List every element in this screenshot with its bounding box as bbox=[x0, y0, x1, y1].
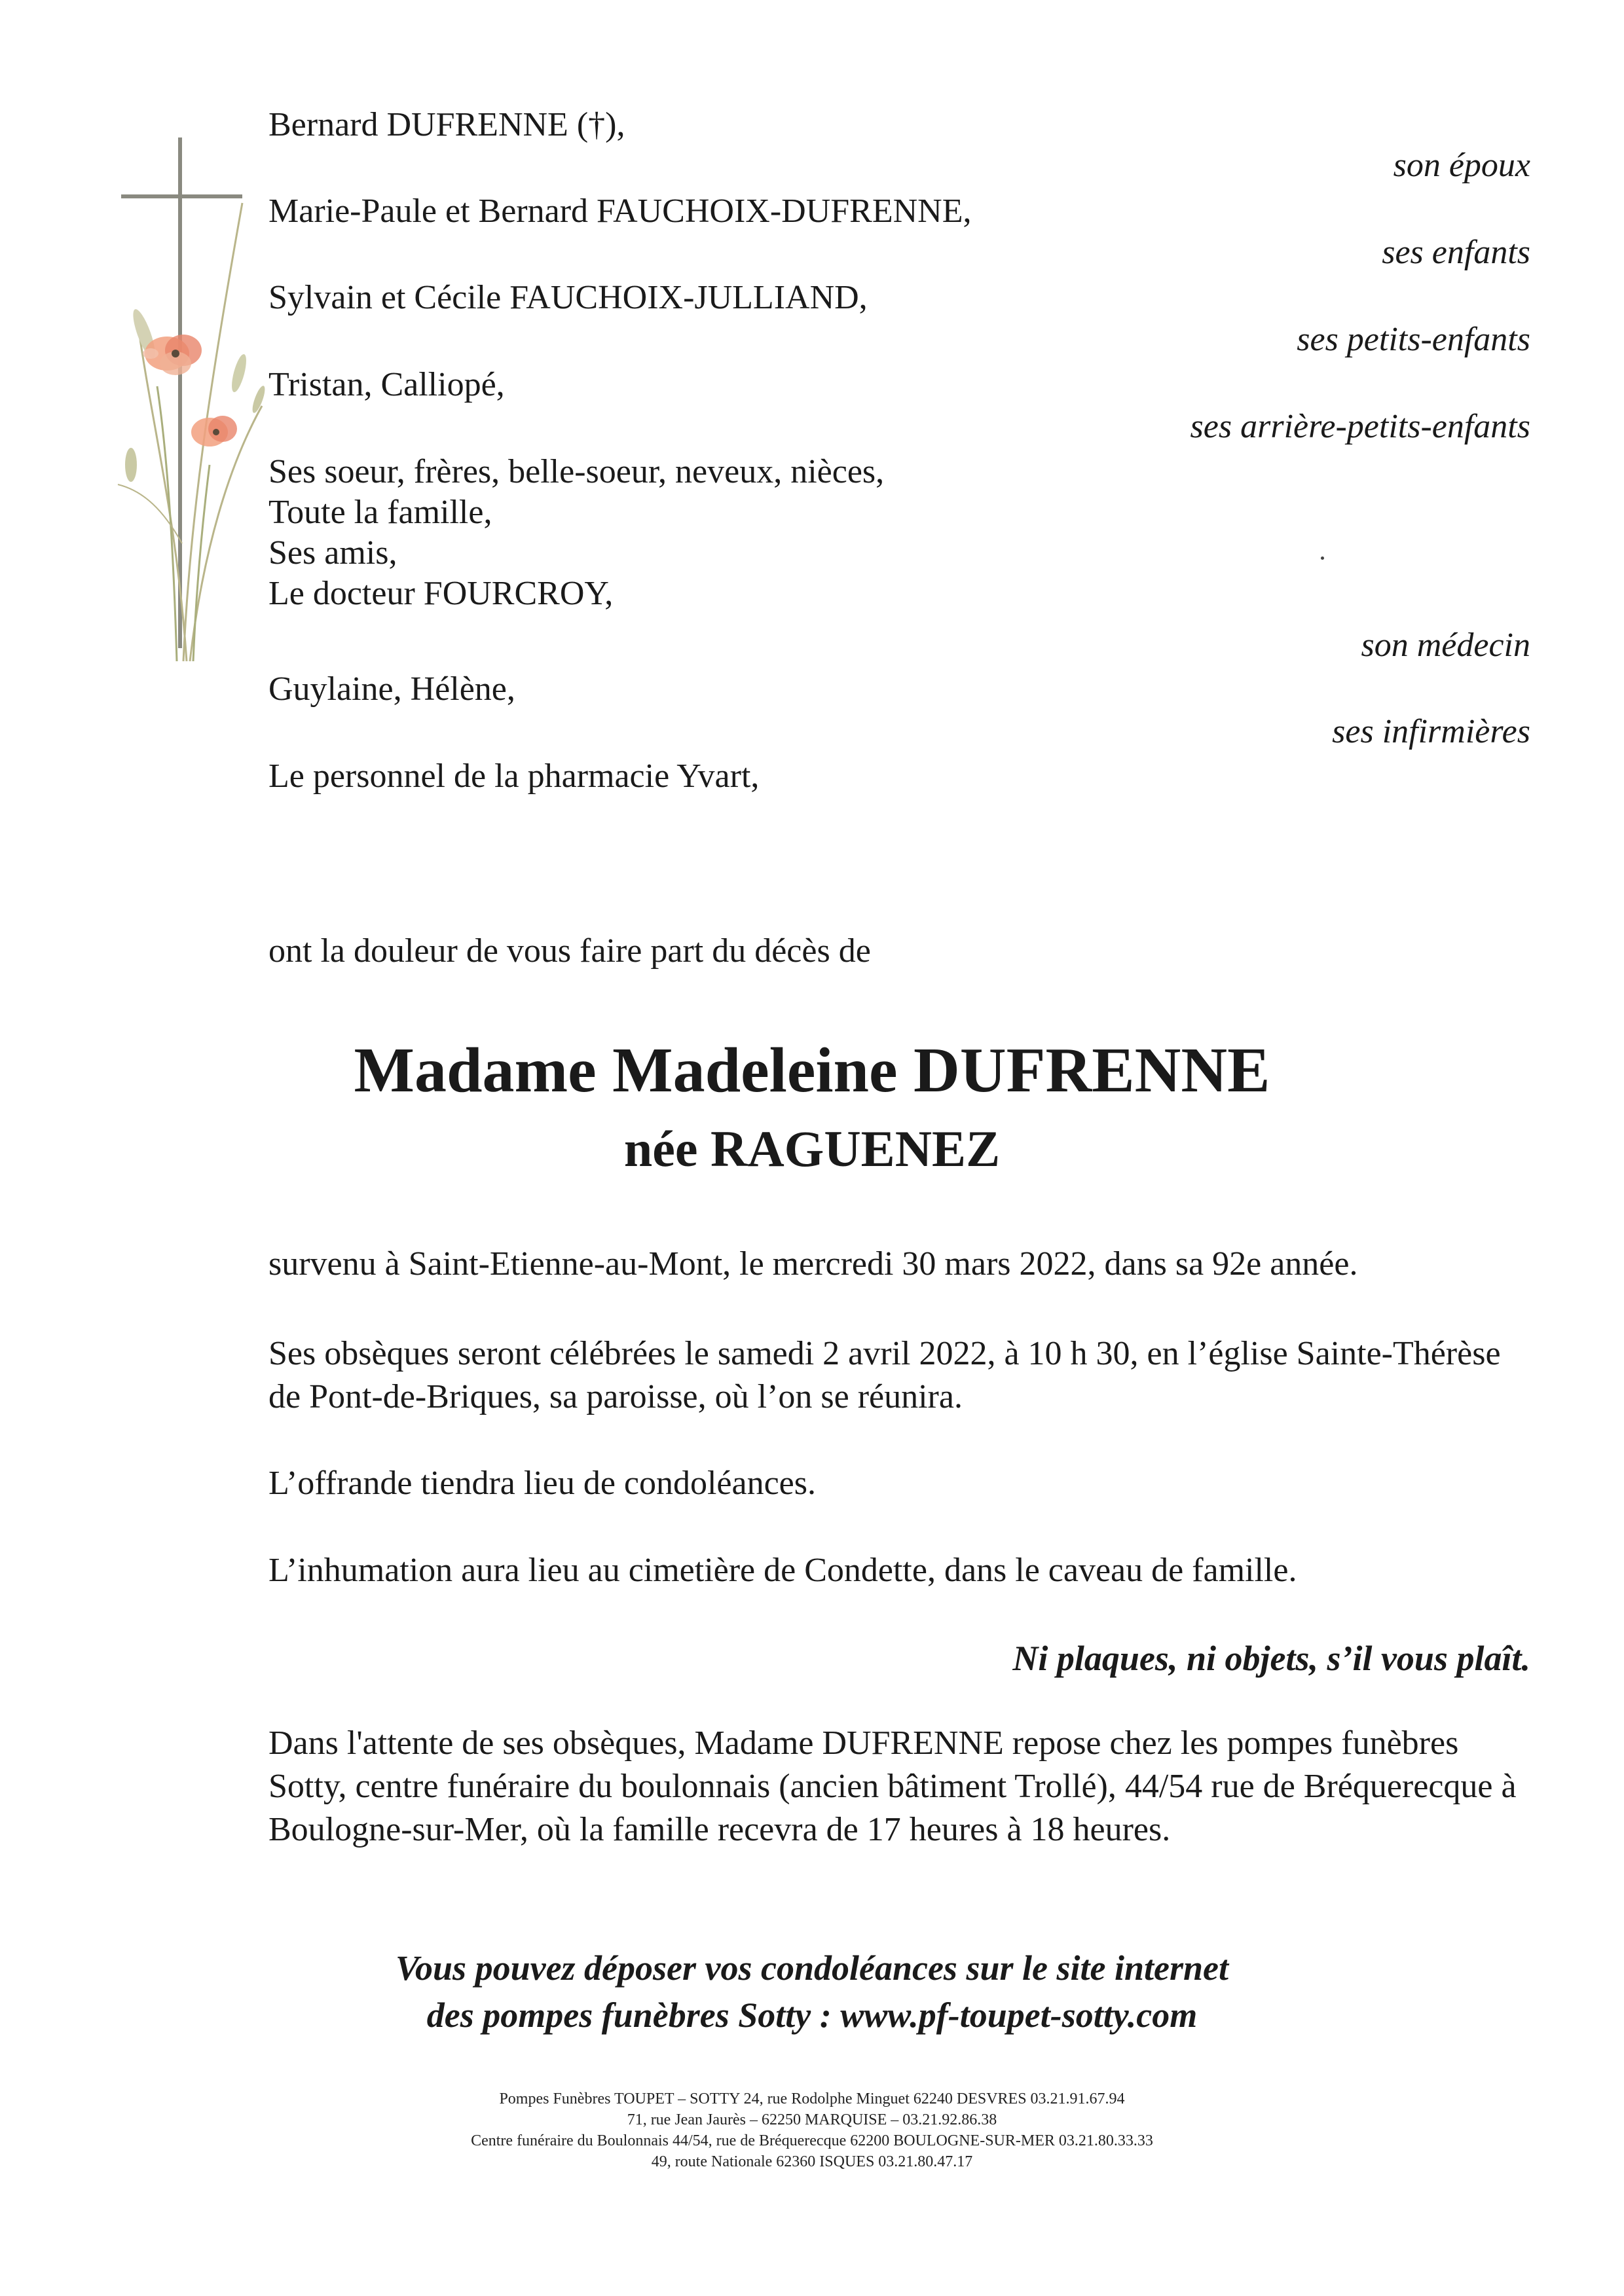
footer-line-1: 71, rue Jean Jaurès – 62250 MARQUISE – 03.21.92.86.38 bbox=[627, 2111, 997, 2128]
family-role-2: ses petits-enfants bbox=[1297, 321, 1530, 358]
repose-paragraph: Dans l'attente de ses obsèques, Madame DUFRENNE repose chez les pompes funèbres Sotty, centre funéraire du boulonnais (ancien bâtiment Trollé), 44/54 rue de Bréquerecque à Boulogne-sur-Mer, où la famille recevra de 17 heures à 18 heures. bbox=[268, 1724, 1517, 1848]
family-role-0: son époux bbox=[1393, 147, 1530, 184]
funeral-paragraph: Ses obsèques seront célébrées le samedi 2 avril 2022, à 10 h 30, en l’église Sainte-Thérèse de Pont-de-Briques, sa paroisse, où l’on se réunira. bbox=[268, 1335, 1501, 1415]
family-name-0: Bernard DUFRENNE (†), bbox=[268, 106, 625, 143]
no-plaques-note: Ni plaques, ni objets, s’il vous plaît. bbox=[1012, 1639, 1530, 1678]
footer-line-3: 49, route Nationale 62360 ISQUES 03.21.80.47.17 bbox=[651, 2153, 973, 2170]
pharmacy-line: Le personnel de la pharmacie Yvart, bbox=[268, 757, 760, 795]
footer-line-2: Centre funéraire du Boulonnais 44/54, rue de Bréquerecque 62200 BOULOGNE-SUR-MER 03.21.80.33.33 bbox=[471, 2132, 1153, 2149]
others-line-2: Ses amis, bbox=[268, 534, 397, 572]
family-name-3: Tristan, Calliopé, bbox=[268, 366, 505, 403]
others-line-0: Ses soeur, frères, belle-soeur, neveux, nièces, bbox=[268, 453, 885, 490]
family-role-1: ses enfants bbox=[1382, 234, 1530, 271]
footer-line-0: Pompes Funèbres TOUPET – SOTTY 24, rue Rodolphe Minguet 62240 DESVRES 03.21.91.67.94 bbox=[499, 2090, 1125, 2107]
ink-dot bbox=[1321, 556, 1324, 560]
offering-line: L’offrande tiendra lieu de condoléances. bbox=[268, 1465, 816, 1502]
deceased-maiden-name: née RAGUENEZ bbox=[623, 1120, 1001, 1177]
family-name-1: Marie-Paule et Bernard FAUCHOIX-DUFRENNE, bbox=[268, 192, 972, 230]
announcement-line: ont la douleur de vous faire part du décès de bbox=[268, 932, 871, 970]
condolences-line-2: des pompes funèbres Sotty : www.pf-toupet-sotty.com bbox=[426, 1995, 1198, 2035]
nurses-names: Guylaine, Hélène, bbox=[268, 670, 515, 708]
cross-poppy-ornament-icon bbox=[111, 124, 282, 681]
doctor-role: son médecin bbox=[1361, 627, 1530, 664]
death-details: survenu à Saint-Etienne-au-Mont, le mercredi 30 mars 2022, dans sa 92e année. bbox=[268, 1245, 1358, 1283]
family-role-3: ses arrière-petits-enfants bbox=[1190, 408, 1530, 445]
nurses-role: ses infirmières bbox=[1332, 713, 1530, 750]
family-name-2: Sylvain et Cécile FAUCHOIX-JULLIAND, bbox=[268, 279, 868, 316]
deceased-name: Madame Madeleine DUFRENNE bbox=[354, 1035, 1270, 1106]
others-line-3: Le docteur FOURCROY, bbox=[268, 575, 614, 612]
condolences-line-1: Vous pouvez déposer vos condoléances sur le site internet bbox=[395, 1948, 1228, 1988]
burial-line: L’inhumation aura lieu au cimetière de Condette, dans le caveau de famille. bbox=[268, 1552, 1297, 1589]
others-line-1: Toute la famille, bbox=[268, 494, 492, 531]
